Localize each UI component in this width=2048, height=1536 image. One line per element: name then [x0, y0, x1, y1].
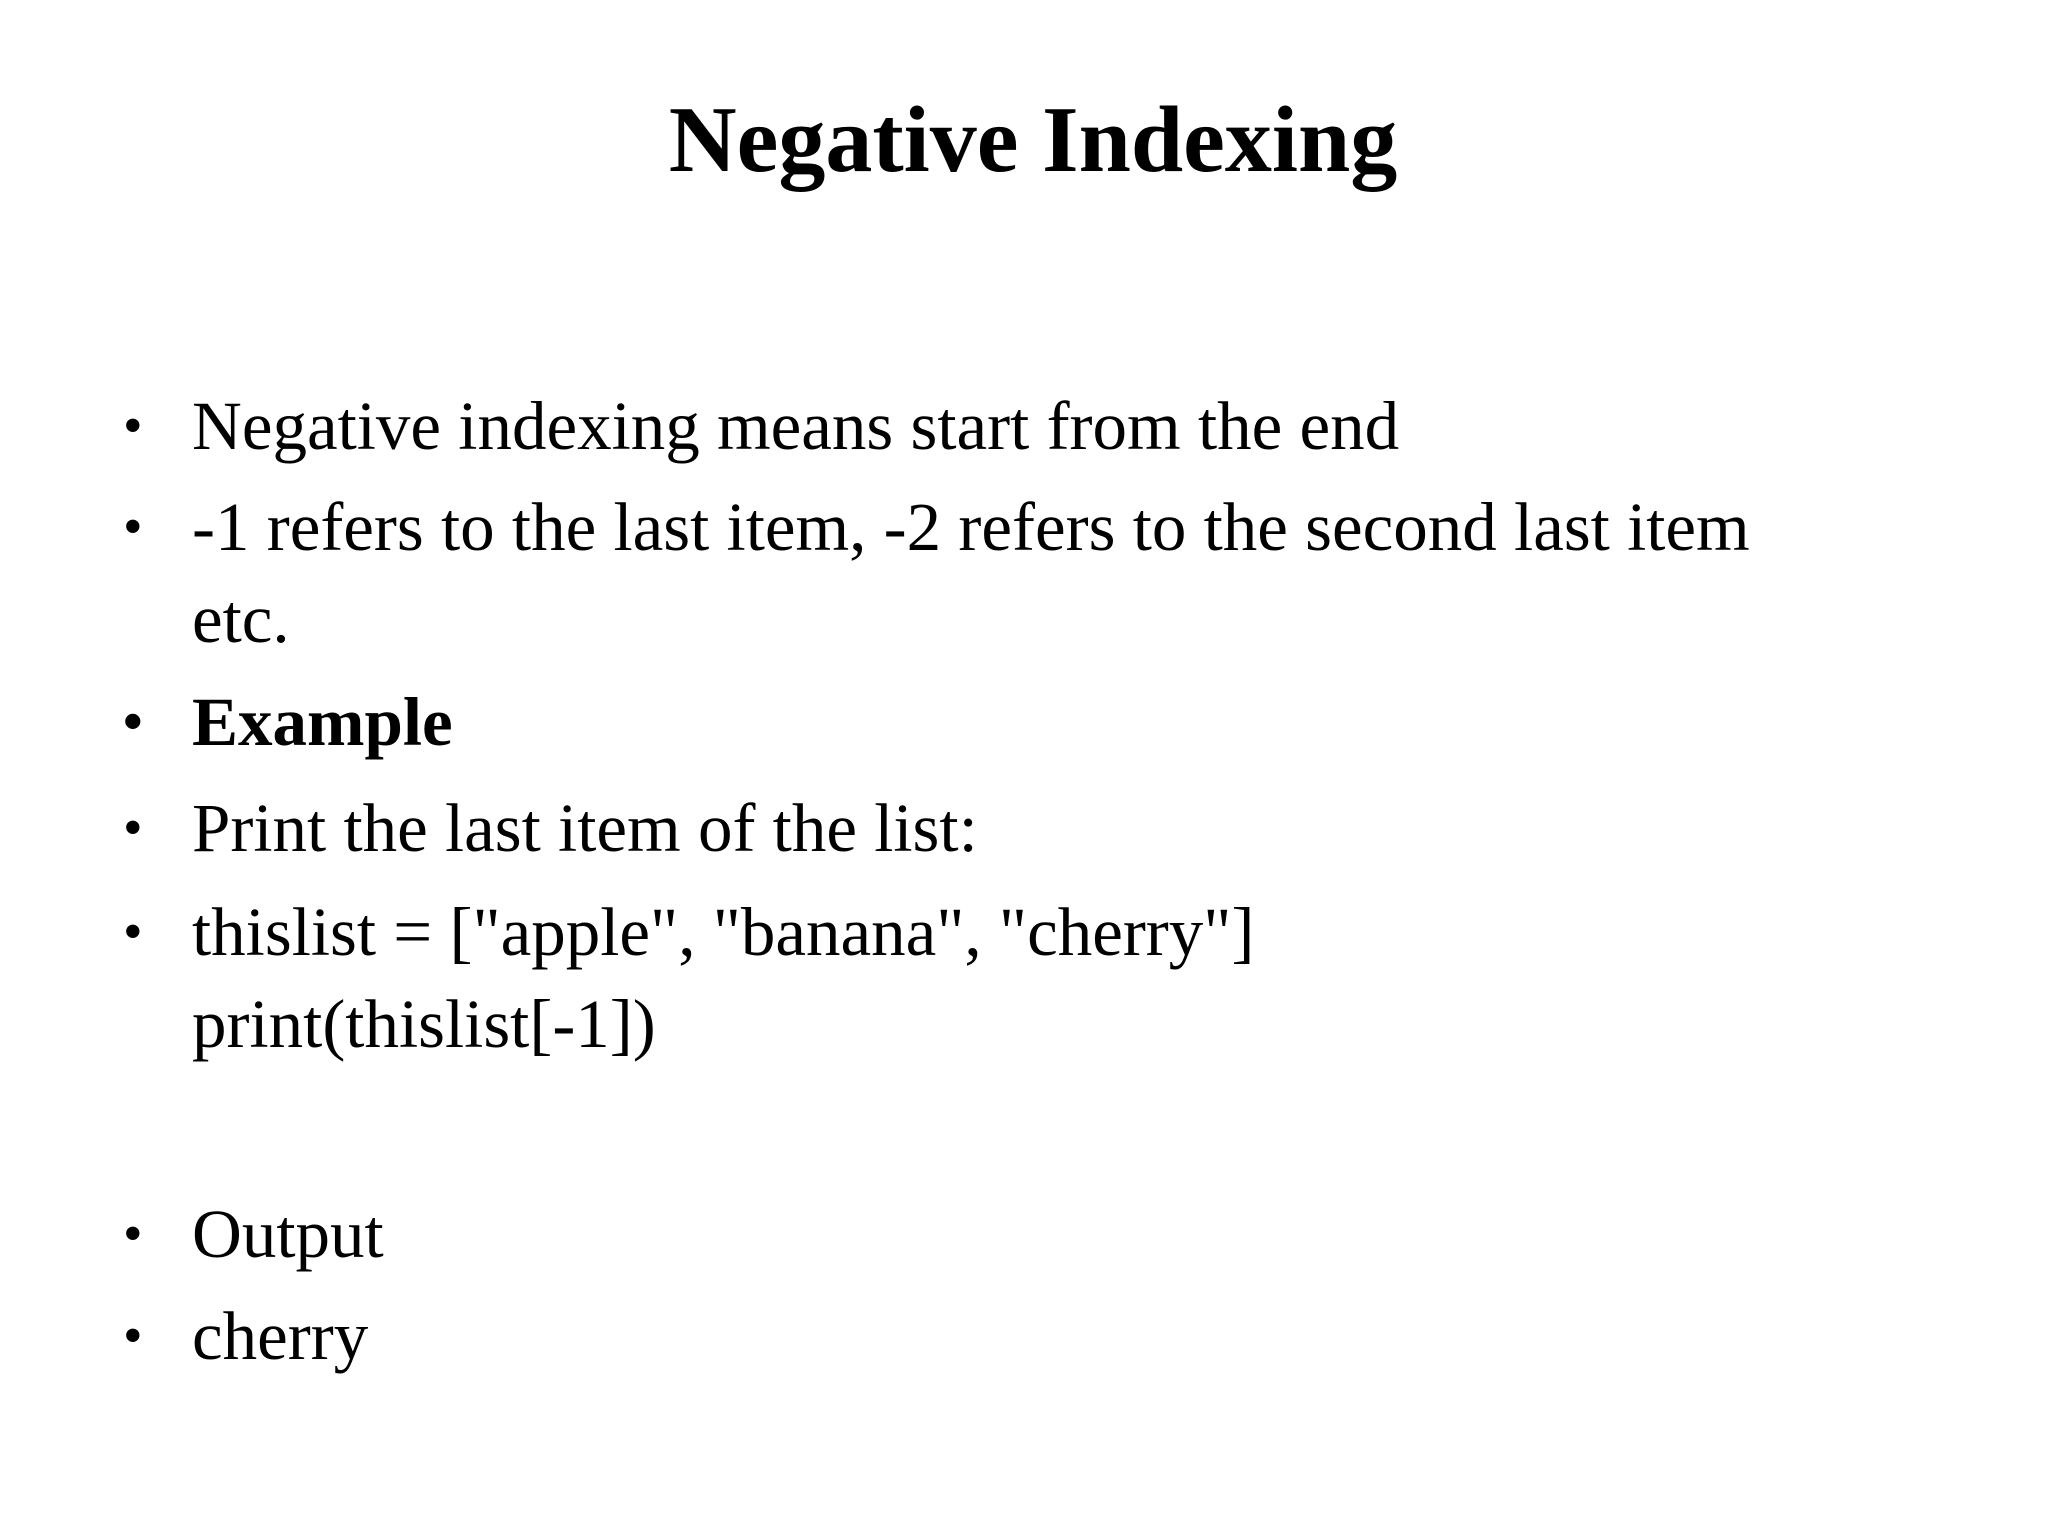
bullet-item	[123, 380, 1952, 472]
bullet-dot-icon: •	[123, 1203, 143, 1265]
bullet-text: Example	[192, 684, 453, 760]
bullet-text: cherry	[192, 1298, 369, 1374]
bullet-dot-icon: •	[123, 496, 143, 558]
bullet-text: Print the last item of the list:	[192, 790, 978, 866]
bullet-text: Negative indexing means start from the end	[192, 388, 1400, 464]
bullet-item	[123, 1290, 1952, 1382]
bullet-item	[123, 481, 1952, 665]
bullet-item	[123, 886, 1952, 1070]
bullet-item	[123, 782, 1952, 874]
bullet-item	[123, 1188, 1952, 1280]
bullet-dot-icon: •	[123, 797, 143, 859]
bullet-text: -1 refers to the last item, -2 refers to the second last item	[192, 489, 1750, 565]
bullet-text: thislist = ["apple", "banana", "cherry"]	[192, 894, 1255, 970]
bullet-dot-icon: •	[123, 691, 143, 753]
bullet-dot-icon: •	[123, 395, 143, 457]
bullet-dot-icon: •	[123, 901, 143, 963]
bullet-text: Output	[192, 1196, 384, 1272]
bullet-text-continuation: print(thislist[-1])	[192, 986, 656, 1062]
bullet-dot-icon: •	[123, 1305, 143, 1367]
bullet-text-continuation: etc.	[192, 581, 290, 657]
bullet-item	[123, 676, 1952, 768]
slide-title: Negative Indexing	[668, 88, 1398, 192]
